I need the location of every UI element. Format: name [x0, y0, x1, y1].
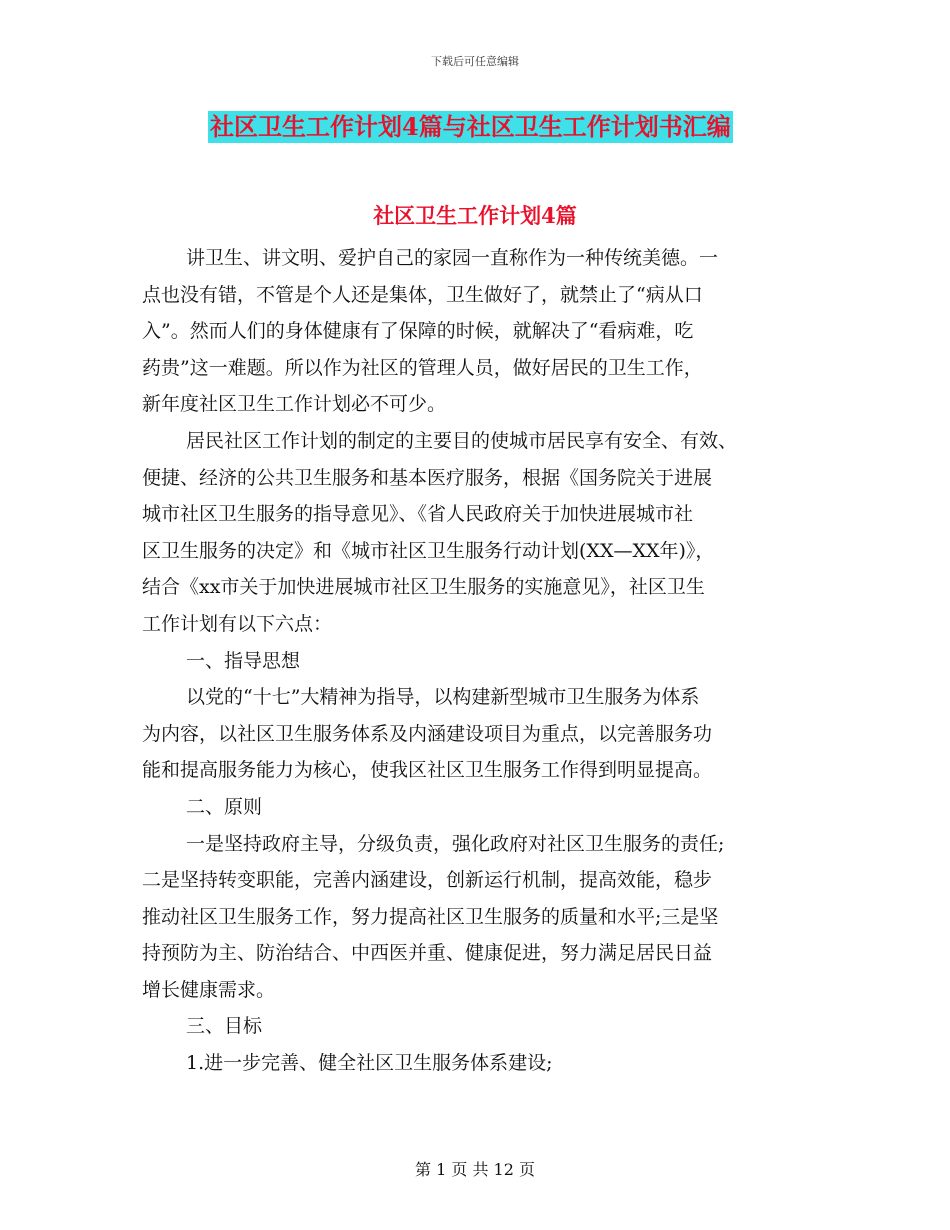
section-title: 社区卫生工作计划4篇 — [373, 203, 577, 228]
text-line: 二、原则 — [186, 795, 263, 818]
paragraph — [142, 423, 812, 643]
text-line: 新年度社区卫生工作计划必不可少。 — [142, 393, 447, 416]
text-line: 便捷、经济的公共卫生服务和基本医疗服务，根据《国务院关于进展 — [142, 466, 713, 489]
section-heading — [142, 643, 812, 680]
text-line: 工作计划有以下六点： — [142, 612, 333, 635]
text-line: 推动社区卫生服务工作，努力提高社区卫生服务的质量和水平;三是坚 — [142, 905, 719, 928]
paragraph — [142, 1045, 812, 1082]
body-content — [142, 240, 812, 1082]
text-line: 区卫生服务的决定》和《城市社区卫生服务行动计划(XX—XX年)》， — [142, 539, 715, 562]
header-note: 下载后可任意编辑 — [431, 55, 519, 68]
text-line: 能和提高服务能力为核心，使我区社区卫生服务工作得到明显提高。 — [142, 759, 713, 782]
text-line: 为内容，以社区卫生服务体系及内涵建设项目为重点，以完善服务功 — [142, 722, 713, 745]
text-line: 一、指导思想 — [186, 649, 301, 672]
section-heading — [142, 789, 812, 826]
section-heading — [142, 1008, 812, 1045]
text-line: 一是坚持政府主导，分级负责，强化政府对社区卫生服务的责任; — [186, 832, 725, 855]
text-line: 二是坚持转变职能，完善内涵建设，创新运行机制，提高效能，稳步 — [142, 869, 713, 892]
paragraph — [142, 826, 812, 1009]
text-line: 讲卫生、讲文明、爱护自己的家园一直称作为一种传统美德。一 — [186, 247, 719, 269]
document-title: 社区卫生工作计划4篇与社区卫生工作计划书汇编 — [210, 112, 731, 141]
paragraph — [142, 679, 812, 789]
text-line: 城市社区卫生服务的指导意见》、《省人民政府关于加快进展城市社 — [142, 503, 694, 526]
page-footer: 第 1 页 共 12 页 — [415, 1160, 535, 1179]
text-line: 居民社区工作计划的制定的主要目的使城市居民享有安全、有效、 — [186, 429, 738, 452]
text-line: 持预防为主、防治结合、中西医并重、健康促进，努力满足居民日益 — [142, 942, 713, 965]
text-line: 结合《xx市关于加快进展城市社区卫生服务的实施意见》，社区卫生 — [142, 576, 705, 599]
text-line: 1.进一步完善、健全社区卫生服务体系建设; — [186, 1052, 553, 1075]
text-line: 增长健康需求。 — [142, 978, 276, 1001]
text-line: 入”。然而人们的身体健康有了保障的时候，就解决了“看病难，吃 — [142, 320, 694, 343]
text-line: 三、目标 — [186, 1015, 263, 1038]
text-line: 以党的“十七”大精神为指导，以构建新型城市卫生服务为体系 — [186, 686, 700, 709]
paragraph — [142, 240, 812, 423]
text-line: 药贵”这一难题。所以作为社区的管理人员，做好居民的卫生工作， — [142, 356, 703, 379]
text-line: 点也没有错，不管是个人还是集体，卫生做好了，就禁止了“病从口 — [142, 283, 703, 306]
